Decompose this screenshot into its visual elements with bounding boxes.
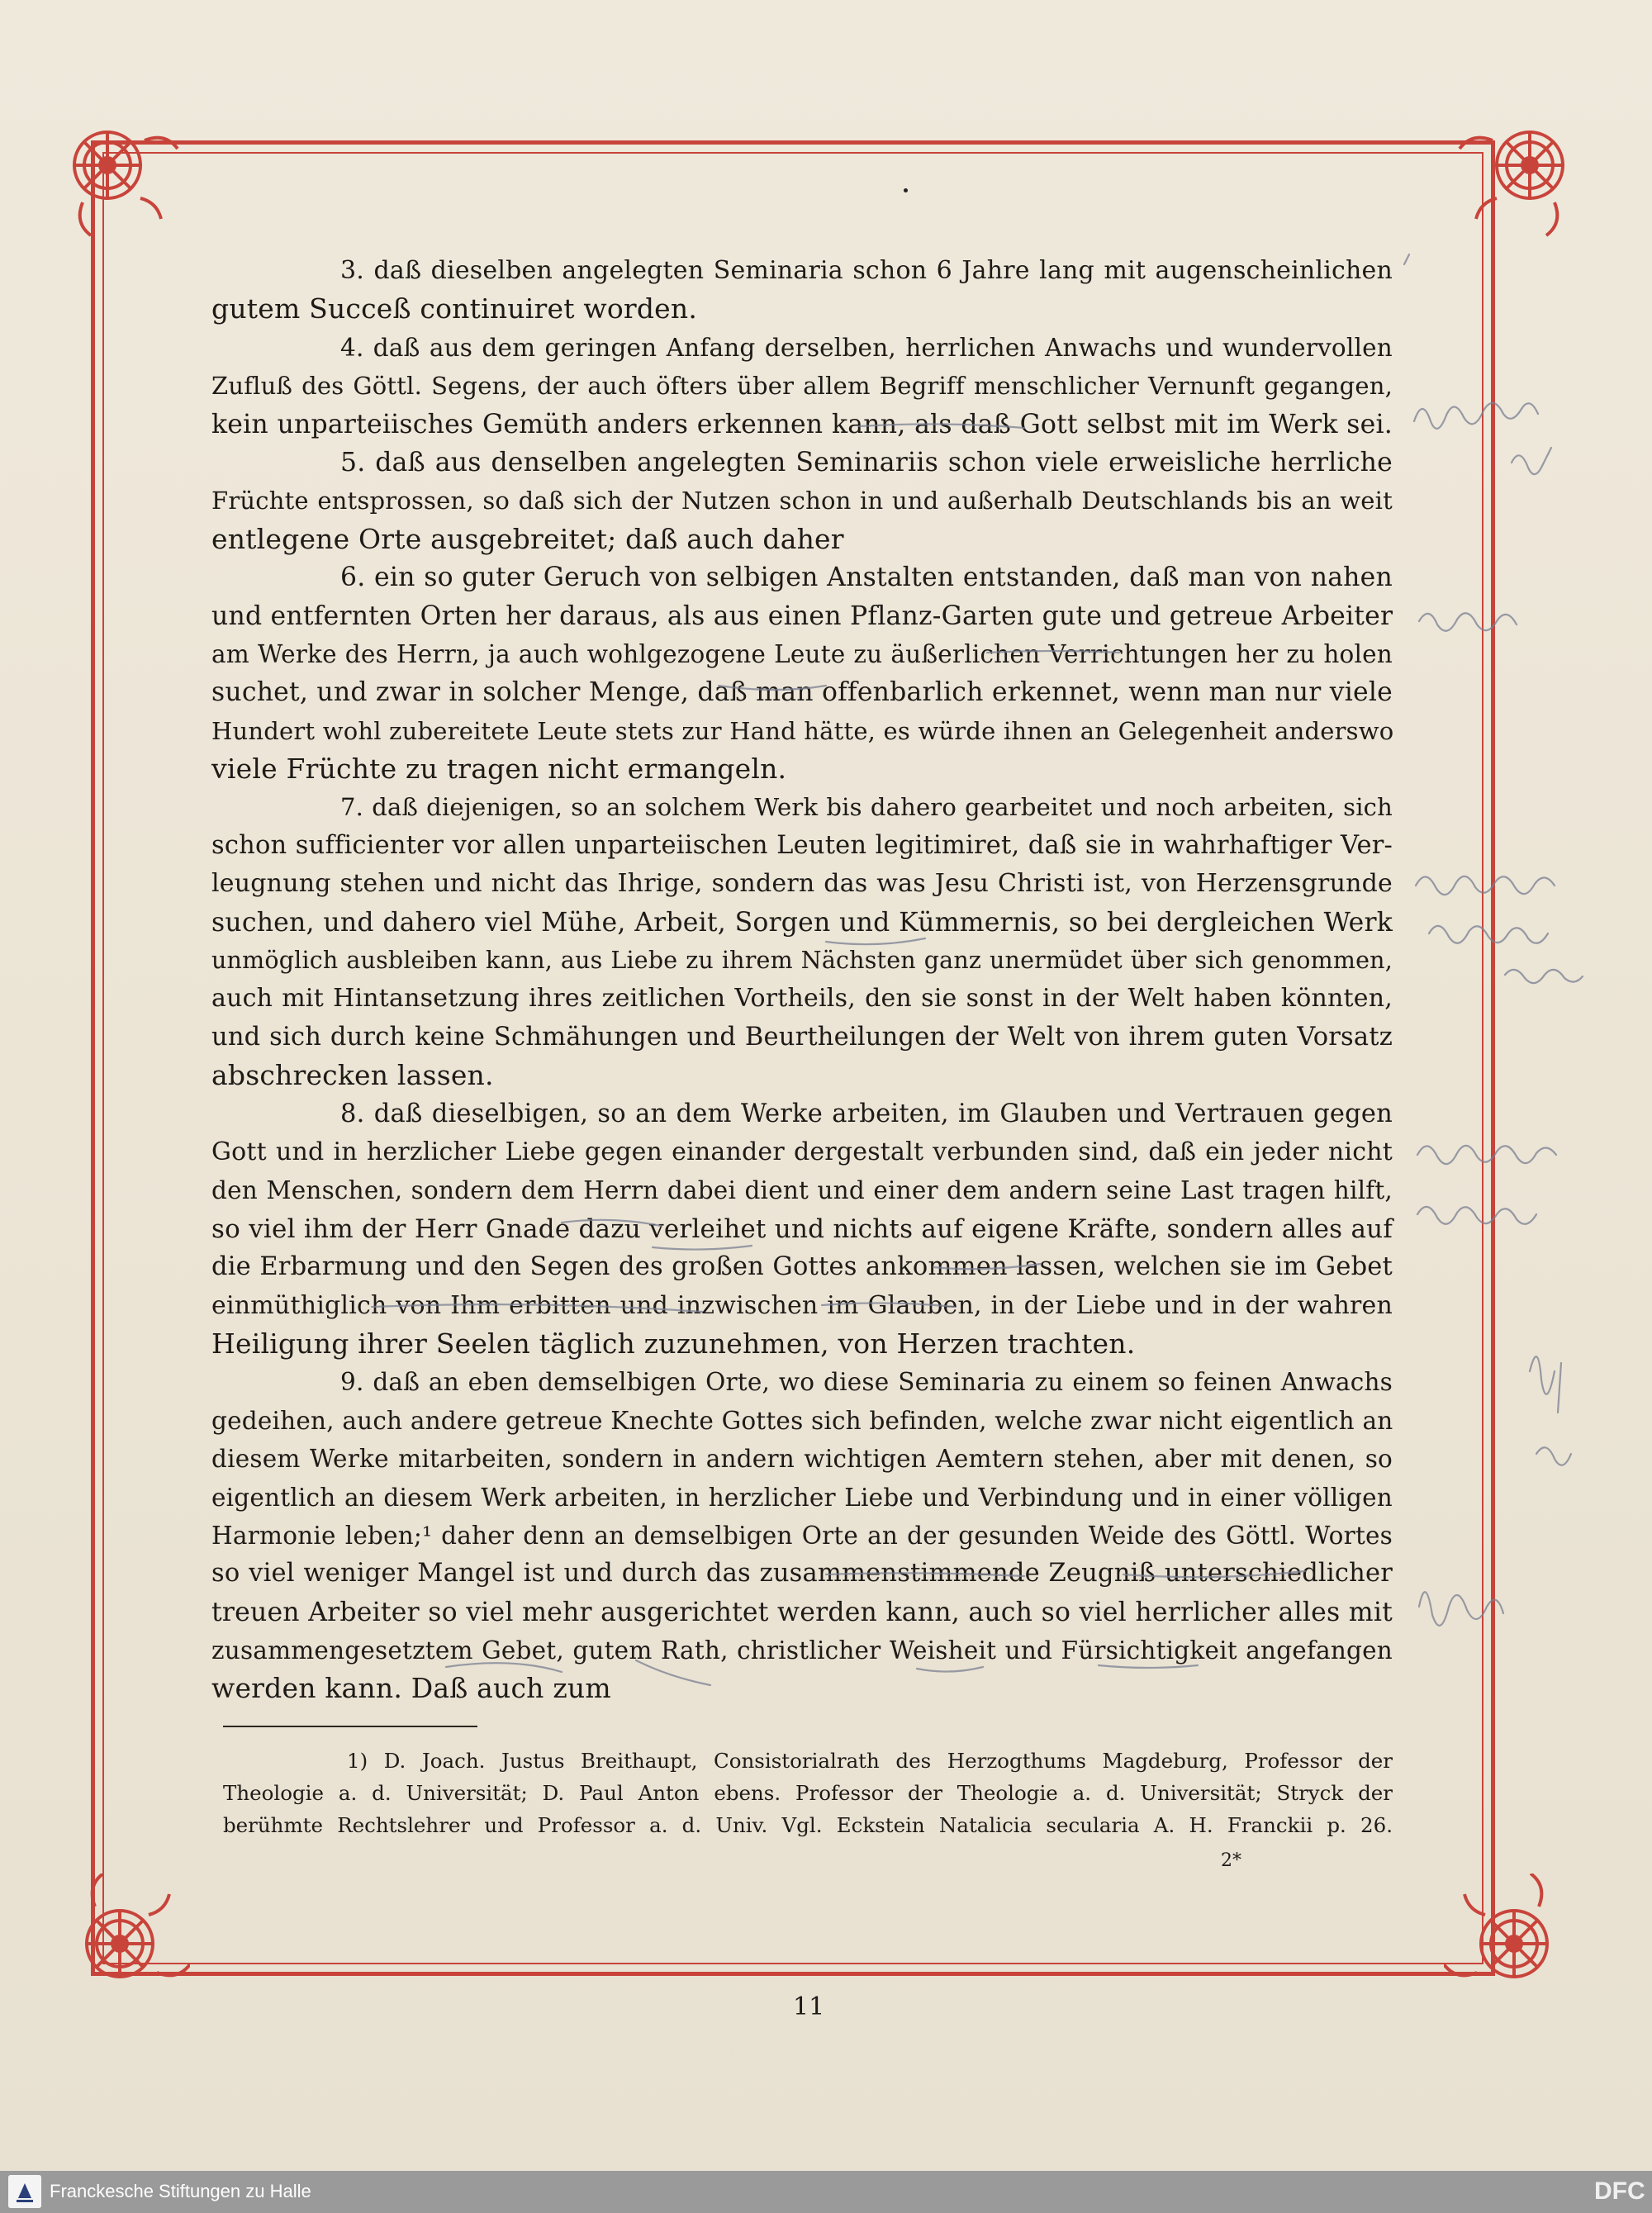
text-line: 8. daß dieselbigen, so an dem Werke arbeiten, im Glauben und Vertrauen gegen <box>340 1099 1393 1128</box>
text-line: Harmonie leben;¹ daher denn an demselbigen Orte an der gesunden Weide des Göttl. Wortes <box>211 1521 1393 1550</box>
text-line: die Erbarmung und den Segen des großen Gottes ankommen lassen, welchen sie im Gebet <box>211 1252 1393 1282</box>
text-line: kein unparteiisches Gemüth anders erkennen kann, als daß Gott selbst mit im Werk sei. <box>211 409 1393 439</box>
text-line: Hundert wohl zubereitete Leute stets zur Hand hätte, es würde ihnen an Gelegenheit anderswo <box>211 716 1394 745</box>
text-line: unmöglich ausbleiben kann, aus Liebe zu ihrem Nächsten ganz unermüdet über sich genommen, <box>211 947 1393 975</box>
text-line: suchet, und zwar in solcher Menge, daß man offenbarlich erkennet, wenn man nur viele <box>211 677 1393 708</box>
ink-dot <box>904 188 908 192</box>
footnote-line: berühmte Rechtslehrer und Professor a. d. Univ. Vgl. Eckstein Natalicia secularia A. H. Franckii p. 26. <box>223 1813 1393 1837</box>
text-line: treuen Arbeiter so viel mehr ausgerichtet werden kann, auch so viel herrlicher alles mit <box>211 1597 1393 1627</box>
footnote <box>223 1745 1393 1841</box>
text-line: auch mit Hintansetzung ihres zeitlichen Vortheils, den sie sonst in der Welt haben könnten, <box>211 984 1393 1014</box>
text-line: 6. ein so guter Geruch von selbigen Anstalten entstanden, daß man von nahen <box>340 563 1393 593</box>
text-line: Zufluß des Göttl. Segens, der auch öfters über allem Begriff menschlicher Vernunft gegangen, <box>211 372 1393 401</box>
text-line: so viel weniger Mangel ist und durch das zusammenstimmende Zeugniß unterschiedlicher <box>211 1559 1393 1589</box>
text-line: Gott und in herzlicher Liebe gegen einander dergestalt verbunden sind, daß ein jeder nicht <box>211 1137 1393 1166</box>
text-line: 4. daß aus dem geringen Anfang derselben, herrlichen Anwachs und wundervollen <box>340 333 1393 362</box>
institution-logo-icon <box>8 2175 41 2208</box>
corner-ornament-bottom-left <box>66 1873 190 1997</box>
text-line: den Menschen, sondern dem Herrn dabei dient und einer dem andern seine Last tragen hilft, <box>211 1176 1393 1205</box>
text-line: leugnung stehen und nicht das Ihrige, sondern das was Jesu Christi ist, von Herzensgrunde <box>211 869 1393 899</box>
text-line: diesem Werke mitarbeiten, sondern in andern wichtigen Aemtern stehen, aber mit denen, so <box>211 1445 1393 1474</box>
text-line: so viel ihm der Herr Gnade dazu verleihet und nichts auf eigene Kräfte, sondern alles auf <box>211 1213 1393 1244</box>
text-line: viele Früchte zu tragen nicht ermangeln. <box>211 753 787 786</box>
text-line: 7. daß diejenigen, so an solchem Werk bis dahero gearbeitet und noch arbeiten, sich <box>340 793 1393 822</box>
text-line: entlegene Orte ausgebreitet; daß auch daher <box>211 522 844 555</box>
text-line: 5. daß aus denselben angelegten Seminariis schon viele erweisliche herrliche <box>340 447 1393 477</box>
corner-ornament-top-left <box>58 116 182 240</box>
text-line: 9. daß an eben demselbigen Orte, wo diese Seminaria zu einem so feinen Anwachs <box>340 1368 1393 1397</box>
text-line: und entfernten Orten her daraus, als aus einen Pflanz-Garten gute und getreue Arbeiter <box>211 601 1393 631</box>
text-line: am Werke des Herrn, ja auch wohlgezogene Leute zu äußerlichen Verrichtungen her zu holen <box>211 639 1393 668</box>
text-line: Früchte entsprossen, so daß sich der Nutzen schon in und außerhalb Deutschlands bis an weit <box>211 487 1393 515</box>
archive-footer-bar <box>0 2171 1652 2213</box>
text-line: eigentlich an diesem Werk arbeiten, in herzlicher Liebe und Verbindung und in einer völligen <box>211 1483 1393 1512</box>
text-line: werden kann. Daß auch zum <box>211 1672 611 1705</box>
corner-ornament-bottom-right <box>1444 1873 1568 1997</box>
text-line: Heiligung ihrer Seelen täglich zuzunehmen, von Herzen trachten. <box>211 1327 1136 1360</box>
footnote-line: Theologie a. d. Universität; D. Paul Anton ebens. Professor der Theologie a. d. Universität; Stryck der <box>223 1781 1393 1805</box>
footnote-line: 1) D. Joach. Justus Breithaupt, Consistorialrath des Herzogthums Magdeburg, Professor der <box>347 1749 1393 1773</box>
corner-ornament-top-right <box>1455 116 1579 240</box>
main-text <box>211 252 1393 1708</box>
signature-mark: 2* <box>1221 1850 1241 1871</box>
dfc-logo: DFC <box>1594 2177 1645 2205</box>
text-line: einmüthiglich von Ihm erbitten und inzwischen im Glauben, in der Liebe und in der wahren <box>211 1290 1393 1320</box>
text-line: zusammengesetztem Gebet, gutem Rath, christlicher Weisheit und Fürsichtigkeit angefangen <box>211 1636 1393 1665</box>
footnote-separator <box>223 1726 477 1727</box>
text-line: abschrecken lassen. <box>211 1059 494 1092</box>
text-line: suchen, und dahero viel Mühe, Arbeit, Sorgen und Kümmernis, so bei dergleichen Werk <box>211 907 1393 938</box>
text-line: 3. daß dieselben angelegten Seminaria schon 6 Jahre lang mit augenscheinlichen <box>340 256 1393 285</box>
institution-name: Franckesche Stiftungen zu Halle <box>50 2181 311 2201</box>
text-line: gedeihen, auch andere getreue Knechte Gottes sich befinden, welche zwar nicht eigentlich an <box>211 1406 1393 1435</box>
page-number: 11 <box>793 1992 825 2021</box>
text-line: gutem Succeß continuiret worden. <box>211 292 698 325</box>
text-line: und sich durch keine Schmähungen und Beurtheilungen der Welt von ihrem guten Vorsatz <box>211 1022 1393 1052</box>
text-line: schon sufficienter vor allen unparteiischen Leuten legitimiret, daß sie in wahrhaftiger Ver- <box>211 830 1393 860</box>
